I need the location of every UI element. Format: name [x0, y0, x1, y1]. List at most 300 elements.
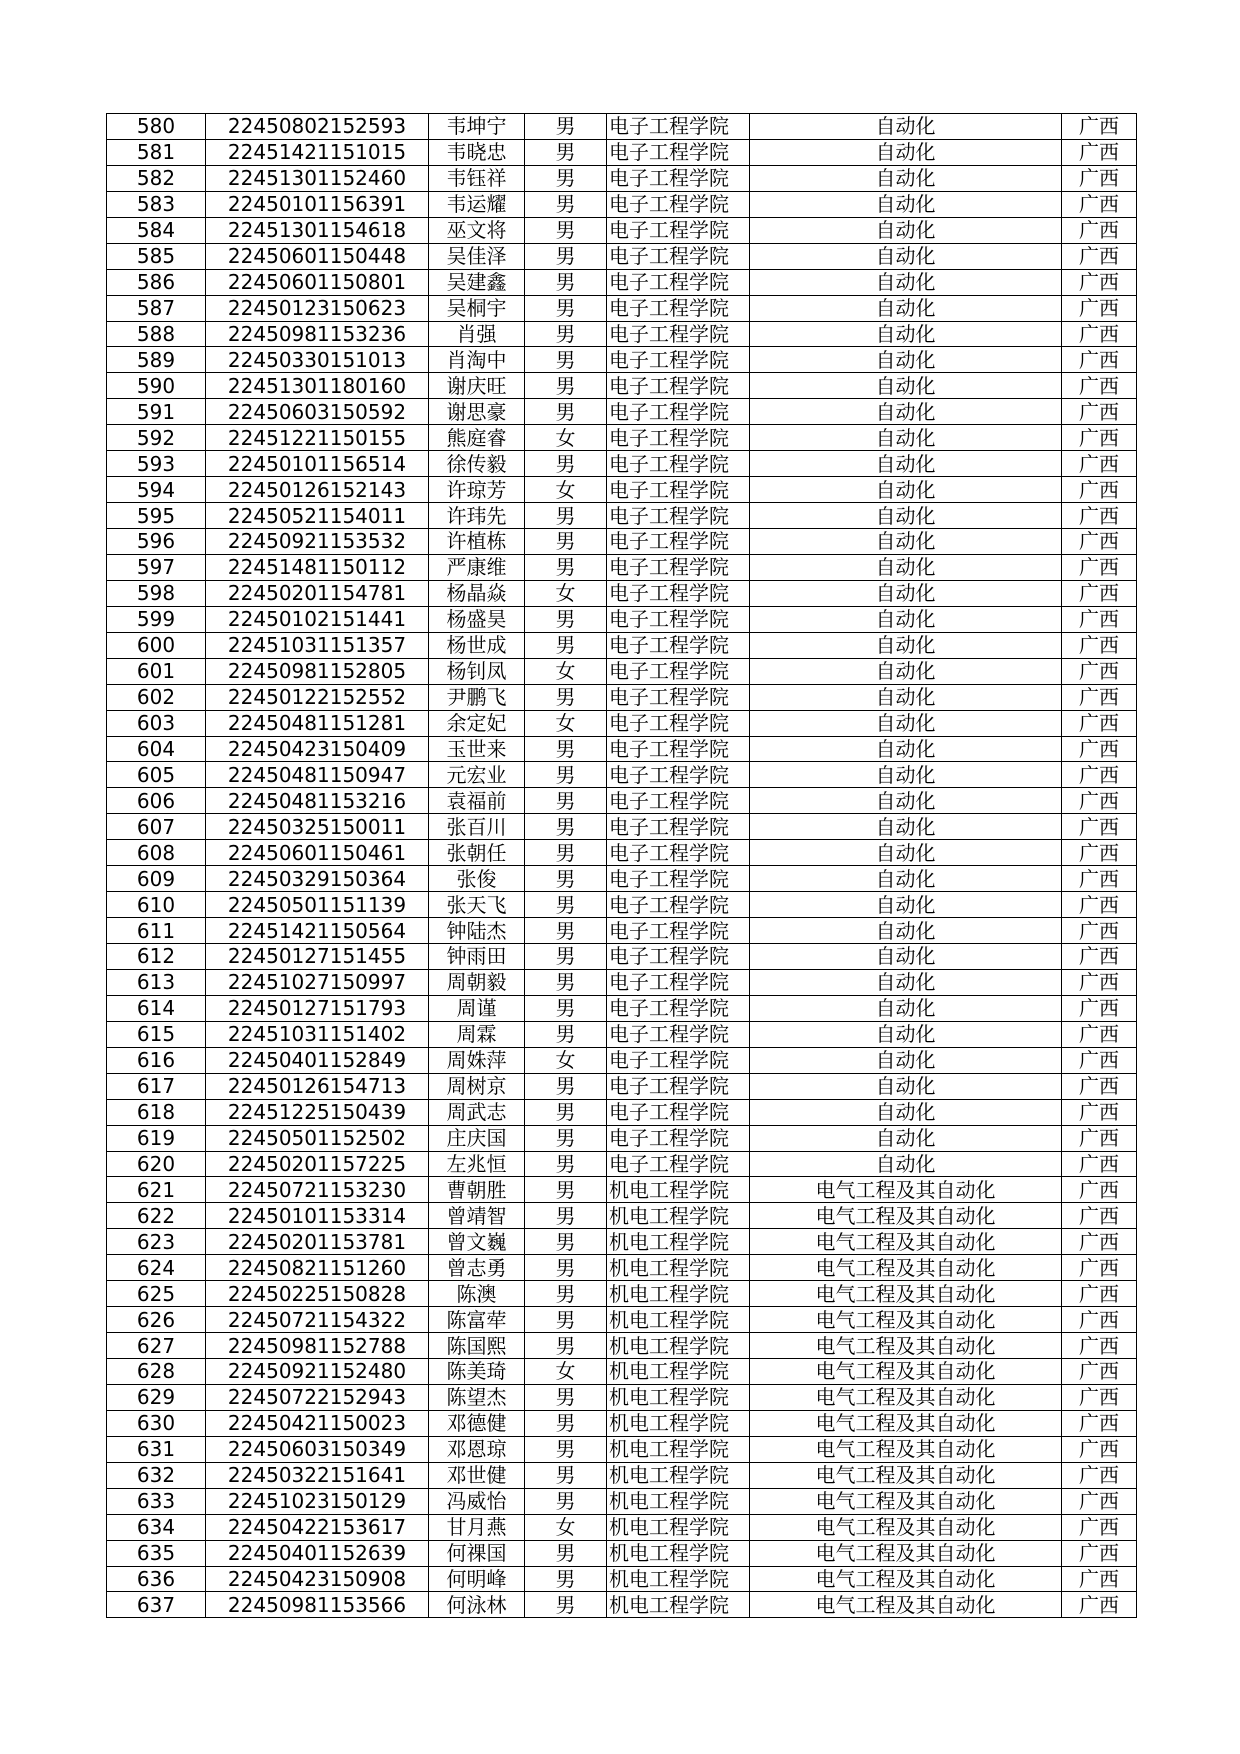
- cell-major: 自动化: [750, 1125, 1062, 1151]
- cell-college: 机电工程学院: [607, 1384, 750, 1410]
- cell-region: 广西: [1062, 1592, 1137, 1618]
- cell-exam-id: 22450921152480: [206, 1359, 429, 1385]
- cell-exam-id: 22450821151260: [206, 1255, 429, 1281]
- cell-college: 电子工程学院: [607, 451, 750, 477]
- table-row: [107, 918, 1137, 944]
- cell-region: 广西: [1062, 243, 1137, 269]
- cell-region: 广西: [1062, 1073, 1137, 1099]
- cell-region: 广西: [1062, 788, 1137, 814]
- student-list-table: [106, 113, 1137, 1618]
- cell-name: 周武志: [429, 1099, 525, 1125]
- cell-name: 韦坤宁: [429, 114, 525, 140]
- cell-exam-id: 22450501151139: [206, 892, 429, 918]
- cell-region: 广西: [1062, 892, 1137, 918]
- cell-number: 604: [107, 736, 206, 762]
- cell-name: 许植栋: [429, 529, 525, 555]
- cell-major: 电气工程及其自动化: [750, 1566, 1062, 1592]
- cell-region: 广西: [1062, 295, 1137, 321]
- cell-name: 邓德健: [429, 1410, 525, 1436]
- cell-major: 自动化: [750, 451, 1062, 477]
- cell-major: 自动化: [750, 347, 1062, 373]
- cell-region: 广西: [1062, 969, 1137, 995]
- cell-number: 616: [107, 1047, 206, 1073]
- cell-name: 邓恩琼: [429, 1436, 525, 1462]
- cell-region: 广西: [1062, 580, 1137, 606]
- cell-number: 599: [107, 606, 206, 632]
- table-row: [107, 606, 1137, 632]
- cell-region: 广西: [1062, 477, 1137, 503]
- cell-gender: 男: [525, 1177, 607, 1203]
- cell-exam-id: 22450421150023: [206, 1410, 429, 1436]
- cell-major: 自动化: [750, 918, 1062, 944]
- cell-region: 广西: [1062, 1229, 1137, 1255]
- cell-region: 广西: [1062, 1462, 1137, 1488]
- cell-gender: 男: [525, 1021, 607, 1047]
- cell-name: 许玮先: [429, 503, 525, 529]
- cell-gender: 男: [525, 503, 607, 529]
- cell-major: 自动化: [750, 1047, 1062, 1073]
- cell-gender: 男: [525, 1333, 607, 1359]
- table-row: [107, 1436, 1137, 1462]
- cell-major: 自动化: [750, 321, 1062, 347]
- cell-region: 广西: [1062, 114, 1137, 140]
- cell-number: 608: [107, 840, 206, 866]
- cell-region: 广西: [1062, 632, 1137, 658]
- cell-college: 电子工程学院: [607, 944, 750, 970]
- cell-name: 张朝任: [429, 840, 525, 866]
- cell-number: 630: [107, 1410, 206, 1436]
- table-row: [107, 580, 1137, 606]
- cell-name: 曾文巍: [429, 1229, 525, 1255]
- cell-major: 自动化: [750, 191, 1062, 217]
- cell-number: 603: [107, 710, 206, 736]
- cell-major: 电气工程及其自动化: [750, 1359, 1062, 1385]
- cell-name: 吴桐宇: [429, 295, 525, 321]
- cell-number: 622: [107, 1203, 206, 1229]
- cell-region: 广西: [1062, 554, 1137, 580]
- cell-exam-id: 22450123150623: [206, 295, 429, 321]
- table-row: [107, 658, 1137, 684]
- table-row: [107, 788, 1137, 814]
- cell-name: 谢思豪: [429, 399, 525, 425]
- table-row: [107, 503, 1137, 529]
- cell-name: 吴建鑫: [429, 269, 525, 295]
- cell-gender: 男: [525, 1099, 607, 1125]
- cell-number: 602: [107, 684, 206, 710]
- table-row: [107, 1281, 1137, 1307]
- cell-exam-id: 22450127151455: [206, 944, 429, 970]
- table-row: [107, 1047, 1137, 1073]
- cell-number: 592: [107, 425, 206, 451]
- cell-major: 电气工程及其自动化: [750, 1592, 1062, 1618]
- cell-region: 广西: [1062, 321, 1137, 347]
- cell-major: 自动化: [750, 295, 1062, 321]
- cell-name: 陈富荦: [429, 1307, 525, 1333]
- cell-major: 电气工程及其自动化: [750, 1462, 1062, 1488]
- cell-college: 电子工程学院: [607, 529, 750, 555]
- cell-gender: 男: [525, 684, 607, 710]
- table-row: [107, 1229, 1137, 1255]
- cell-college: 电子工程学院: [607, 114, 750, 140]
- cell-number: 587: [107, 295, 206, 321]
- cell-name: 玉世来: [429, 736, 525, 762]
- cell-exam-id: 22450101153314: [206, 1203, 429, 1229]
- cell-college: 电子工程学院: [607, 1073, 750, 1099]
- cell-number: 586: [107, 269, 206, 295]
- cell-gender: 男: [525, 529, 607, 555]
- cell-college: 电子工程学院: [607, 1099, 750, 1125]
- cell-major: 自动化: [750, 165, 1062, 191]
- cell-region: 广西: [1062, 1488, 1137, 1514]
- table-row: [107, 451, 1137, 477]
- cell-major: 自动化: [750, 243, 1062, 269]
- cell-exam-id: 22450330151013: [206, 347, 429, 373]
- cell-name: 尹鹏飞: [429, 684, 525, 710]
- cell-major: 自动化: [750, 762, 1062, 788]
- cell-number: 614: [107, 995, 206, 1021]
- cell-exam-id: 22450481153216: [206, 788, 429, 814]
- cell-number: 633: [107, 1488, 206, 1514]
- cell-exam-id: 22450423150409: [206, 736, 429, 762]
- cell-college: 机电工程学院: [607, 1359, 750, 1385]
- cell-gender: 男: [525, 373, 607, 399]
- cell-number: 619: [107, 1125, 206, 1151]
- cell-name: 陈国熙: [429, 1333, 525, 1359]
- cell-exam-id: 22450225150828: [206, 1281, 429, 1307]
- cell-name: 左兆恒: [429, 1151, 525, 1177]
- cell-college: 电子工程学院: [607, 269, 750, 295]
- cell-college: 电子工程学院: [607, 658, 750, 684]
- table-row: [107, 1410, 1137, 1436]
- cell-exam-id: 22450122152552: [206, 684, 429, 710]
- cell-major: 自动化: [750, 658, 1062, 684]
- cell-exam-id: 22450401152639: [206, 1540, 429, 1566]
- cell-major: 自动化: [750, 217, 1062, 243]
- cell-exam-id: 22451031151402: [206, 1021, 429, 1047]
- table-row: [107, 1255, 1137, 1281]
- cell-major: 自动化: [750, 606, 1062, 632]
- cell-number: 584: [107, 217, 206, 243]
- cell-major: 自动化: [750, 1021, 1062, 1047]
- cell-gender: 男: [525, 1151, 607, 1177]
- cell-college: 电子工程学院: [607, 736, 750, 762]
- cell-college: 机电工程学院: [607, 1462, 750, 1488]
- cell-college: 电子工程学院: [607, 1151, 750, 1177]
- cell-exam-id: 22450921153532: [206, 529, 429, 555]
- cell-number: 621: [107, 1177, 206, 1203]
- cell-gender: 男: [525, 1540, 607, 1566]
- cell-major: 自动化: [750, 814, 1062, 840]
- cell-region: 广西: [1062, 1410, 1137, 1436]
- cell-major: 自动化: [750, 632, 1062, 658]
- cell-number: 617: [107, 1073, 206, 1099]
- cell-college: 电子工程学院: [607, 477, 750, 503]
- cell-name: 陈望杰: [429, 1384, 525, 1410]
- cell-exam-id: 22451027150997: [206, 969, 429, 995]
- cell-number: 597: [107, 554, 206, 580]
- cell-region: 广西: [1062, 814, 1137, 840]
- cell-exam-id: 22450802152593: [206, 114, 429, 140]
- cell-number: 628: [107, 1359, 206, 1385]
- cell-exam-id: 22450201153781: [206, 1229, 429, 1255]
- cell-name: 周霖: [429, 1021, 525, 1047]
- cell-number: 600: [107, 632, 206, 658]
- cell-gender: 男: [525, 554, 607, 580]
- cell-major: 电气工程及其自动化: [750, 1177, 1062, 1203]
- cell-gender: 男: [525, 788, 607, 814]
- cell-exam-id: 22450322151641: [206, 1462, 429, 1488]
- cell-college: 机电工程学院: [607, 1514, 750, 1540]
- cell-major: 自动化: [750, 373, 1062, 399]
- cell-region: 广西: [1062, 451, 1137, 477]
- cell-exam-id: 22450127151793: [206, 995, 429, 1021]
- cell-name: 肖淘中: [429, 347, 525, 373]
- cell-gender: 男: [525, 1436, 607, 1462]
- table-row: [107, 529, 1137, 555]
- cell-major: 自动化: [750, 969, 1062, 995]
- cell-region: 广西: [1062, 503, 1137, 529]
- cell-region: 广西: [1062, 1099, 1137, 1125]
- cell-exam-id: 22450101156391: [206, 191, 429, 217]
- cell-major: 自动化: [750, 399, 1062, 425]
- cell-name: 袁福前: [429, 788, 525, 814]
- table-row: [107, 1307, 1137, 1333]
- cell-exam-id: 22450201154781: [206, 580, 429, 606]
- cell-region: 广西: [1062, 165, 1137, 191]
- table-row: [107, 1099, 1137, 1125]
- cell-major: 电气工程及其自动化: [750, 1255, 1062, 1281]
- table-row: [107, 1177, 1137, 1203]
- table-row: [107, 892, 1137, 918]
- cell-college: 电子工程学院: [607, 866, 750, 892]
- cell-major: 自动化: [750, 944, 1062, 970]
- cell-number: 605: [107, 762, 206, 788]
- table-row: [107, 1151, 1137, 1177]
- table-row: [107, 295, 1137, 321]
- cell-name: 巫文将: [429, 217, 525, 243]
- cell-gender: 女: [525, 1514, 607, 1540]
- table-row: [107, 1125, 1137, 1151]
- cell-gender: 男: [525, 736, 607, 762]
- cell-name: 曾靖智: [429, 1203, 525, 1229]
- cell-gender: 女: [525, 1047, 607, 1073]
- cell-exam-id: 22450721154322: [206, 1307, 429, 1333]
- table-row: [107, 969, 1137, 995]
- cell-major: 自动化: [750, 503, 1062, 529]
- cell-name: 何明峰: [429, 1566, 525, 1592]
- cell-exam-id: 22450981153236: [206, 321, 429, 347]
- cell-region: 广西: [1062, 944, 1137, 970]
- cell-college: 机电工程学院: [607, 1229, 750, 1255]
- table-row: [107, 1333, 1137, 1359]
- cell-college: 电子工程学院: [607, 995, 750, 1021]
- cell-number: 596: [107, 529, 206, 555]
- cell-gender: 男: [525, 840, 607, 866]
- cell-college: 电子工程学院: [607, 165, 750, 191]
- cell-college: 电子工程学院: [607, 1021, 750, 1047]
- cell-major: 自动化: [750, 840, 1062, 866]
- cell-exam-id: 22450721153230: [206, 1177, 429, 1203]
- cell-name: 钟陆杰: [429, 918, 525, 944]
- cell-exam-id: 22450521154011: [206, 503, 429, 529]
- cell-gender: 女: [525, 580, 607, 606]
- cell-college: 机电工程学院: [607, 1255, 750, 1281]
- cell-exam-id: 22451481150112: [206, 554, 429, 580]
- cell-gender: 男: [525, 321, 607, 347]
- cell-exam-id: 22451421150564: [206, 918, 429, 944]
- cell-exam-id: 22450329150364: [206, 866, 429, 892]
- table-row: [107, 866, 1137, 892]
- cell-name: 甘月燕: [429, 1514, 525, 1540]
- cell-number: 636: [107, 1566, 206, 1592]
- cell-name: 元宏业: [429, 762, 525, 788]
- cell-name: 谢庆旺: [429, 373, 525, 399]
- cell-major: 自动化: [750, 684, 1062, 710]
- cell-name: 曾志勇: [429, 1255, 525, 1281]
- cell-gender: 男: [525, 217, 607, 243]
- cell-major: 自动化: [750, 425, 1062, 451]
- table-row: [107, 944, 1137, 970]
- cell-name: 许琼芳: [429, 477, 525, 503]
- cell-region: 广西: [1062, 1177, 1137, 1203]
- cell-college: 电子工程学院: [607, 243, 750, 269]
- cell-major: 自动化: [750, 1151, 1062, 1177]
- cell-gender: 男: [525, 243, 607, 269]
- cell-major: 电气工程及其自动化: [750, 1410, 1062, 1436]
- cell-number: 618: [107, 1099, 206, 1125]
- cell-region: 广西: [1062, 1540, 1137, 1566]
- cell-region: 广西: [1062, 1047, 1137, 1073]
- cell-exam-id: 22450101156514: [206, 451, 429, 477]
- table-row: [107, 191, 1137, 217]
- cell-region: 广西: [1062, 1333, 1137, 1359]
- cell-major: 电气工程及其自动化: [750, 1229, 1062, 1255]
- cell-number: 629: [107, 1384, 206, 1410]
- cell-college: 电子工程学院: [607, 580, 750, 606]
- cell-gender: 男: [525, 762, 607, 788]
- cell-gender: 女: [525, 425, 607, 451]
- cell-name: 吴佳泽: [429, 243, 525, 269]
- cell-gender: 男: [525, 1203, 607, 1229]
- table-body: [107, 114, 1137, 1618]
- cell-number: 624: [107, 1255, 206, 1281]
- cell-exam-id: 22450422153617: [206, 1514, 429, 1540]
- cell-gender: 男: [525, 606, 607, 632]
- cell-college: 电子工程学院: [607, 788, 750, 814]
- cell-gender: 男: [525, 347, 607, 373]
- cell-number: 589: [107, 347, 206, 373]
- cell-name: 邓世健: [429, 1462, 525, 1488]
- cell-gender: 男: [525, 165, 607, 191]
- cell-region: 广西: [1062, 1021, 1137, 1047]
- cell-region: 广西: [1062, 658, 1137, 684]
- table-row: [107, 1592, 1137, 1618]
- cell-gender: 男: [525, 1229, 607, 1255]
- table-row: [107, 762, 1137, 788]
- table-row: [107, 736, 1137, 762]
- cell-name: 韦晓忠: [429, 139, 525, 165]
- cell-exam-id: 22450481151281: [206, 710, 429, 736]
- cell-college: 电子工程学院: [607, 1047, 750, 1073]
- cell-major: 自动化: [750, 139, 1062, 165]
- cell-gender: 男: [525, 1281, 607, 1307]
- cell-name: 杨盛昊: [429, 606, 525, 632]
- cell-number: 610: [107, 892, 206, 918]
- cell-exam-id: 22450981152788: [206, 1333, 429, 1359]
- cell-region: 广西: [1062, 1436, 1137, 1462]
- table-row: [107, 347, 1137, 373]
- cell-number: 613: [107, 969, 206, 995]
- cell-gender: 男: [525, 969, 607, 995]
- cell-major: 自动化: [750, 1099, 1062, 1125]
- cell-gender: 男: [525, 1125, 607, 1151]
- table-row: [107, 139, 1137, 165]
- cell-college: 电子工程学院: [607, 840, 750, 866]
- table-row: [107, 477, 1137, 503]
- cell-number: 583: [107, 191, 206, 217]
- table-row: [107, 425, 1137, 451]
- cell-exam-id: 22450423150908: [206, 1566, 429, 1592]
- cell-region: 广西: [1062, 762, 1137, 788]
- cell-gender: 女: [525, 710, 607, 736]
- cell-major: 自动化: [750, 477, 1062, 503]
- table-row: [107, 165, 1137, 191]
- cell-major: 电气工程及其自动化: [750, 1333, 1062, 1359]
- cell-exam-id: 22450981153566: [206, 1592, 429, 1618]
- cell-gender: 男: [525, 1462, 607, 1488]
- table-row: [107, 399, 1137, 425]
- cell-number: 615: [107, 1021, 206, 1047]
- cell-number: 601: [107, 658, 206, 684]
- cell-gender: 男: [525, 1592, 607, 1618]
- cell-gender: 女: [525, 658, 607, 684]
- cell-major: 电气工程及其自动化: [750, 1281, 1062, 1307]
- cell-gender: 男: [525, 1384, 607, 1410]
- cell-college: 机电工程学院: [607, 1281, 750, 1307]
- cell-region: 广西: [1062, 269, 1137, 295]
- cell-college: 机电工程学院: [607, 1540, 750, 1566]
- cell-name: 张天飞: [429, 892, 525, 918]
- cell-number: 581: [107, 139, 206, 165]
- cell-exam-id: 22450481150947: [206, 762, 429, 788]
- cell-college: 电子工程学院: [607, 139, 750, 165]
- cell-college: 机电工程学院: [607, 1566, 750, 1592]
- cell-region: 广西: [1062, 1151, 1137, 1177]
- cell-major: 自动化: [750, 114, 1062, 140]
- cell-college: 电子工程学院: [607, 217, 750, 243]
- cell-gender: 男: [525, 399, 607, 425]
- cell-exam-id: 22451421151015: [206, 139, 429, 165]
- cell-region: 广西: [1062, 1255, 1137, 1281]
- cell-region: 广西: [1062, 918, 1137, 944]
- cell-exam-id: 22450981152805: [206, 658, 429, 684]
- cell-college: 电子工程学院: [607, 606, 750, 632]
- cell-region: 广西: [1062, 529, 1137, 555]
- table-row: [107, 1462, 1137, 1488]
- cell-name: 韦运耀: [429, 191, 525, 217]
- cell-major: 自动化: [750, 554, 1062, 580]
- table-row: [107, 1488, 1137, 1514]
- cell-number: 594: [107, 477, 206, 503]
- table-row: [107, 814, 1137, 840]
- cell-name: 庄庆国: [429, 1125, 525, 1151]
- cell-college: 电子工程学院: [607, 373, 750, 399]
- cell-exam-id: 22450601150801: [206, 269, 429, 295]
- cell-college: 机电工程学院: [607, 1307, 750, 1333]
- cell-number: 620: [107, 1151, 206, 1177]
- table-row: [107, 1566, 1137, 1592]
- cell-college: 机电工程学院: [607, 1177, 750, 1203]
